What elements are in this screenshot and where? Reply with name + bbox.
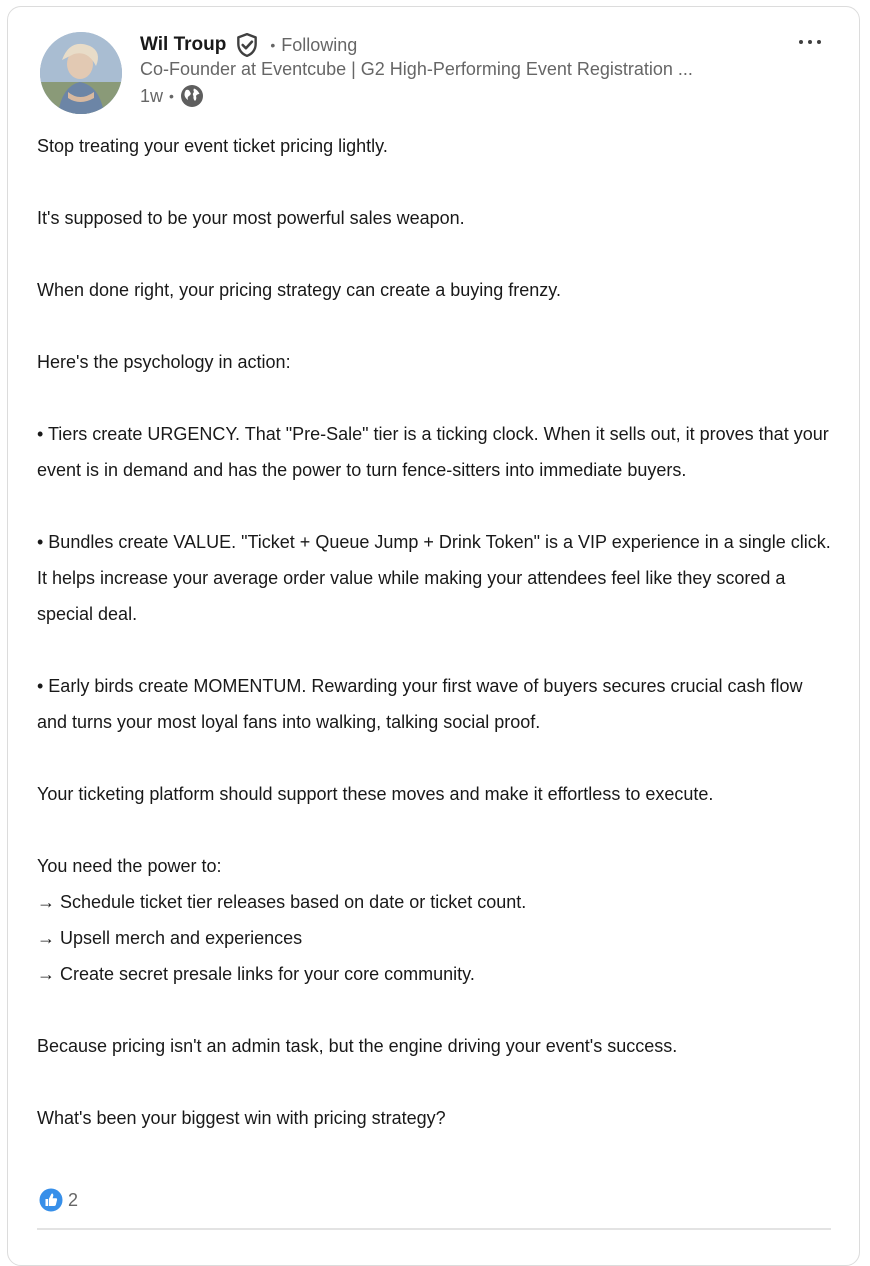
post-paragraph: Stop treating your event ticket pricing lightly. xyxy=(37,136,388,156)
post-paragraph: Here's the psychology in action: xyxy=(37,352,291,372)
post-list-item: → Schedule ticket tier releases based on date or ticket count. xyxy=(37,892,527,912)
post-paragraph: It's supposed to be your most powerful sales weapon. xyxy=(37,208,465,228)
more-dot xyxy=(808,40,812,44)
reactions-summary[interactable] xyxy=(38,1186,78,1214)
post-text xyxy=(37,128,837,1136)
author-name-row xyxy=(140,32,357,58)
author-headline: Co-Founder at Eventcube | G2 High-Performing Event Registration ... xyxy=(140,59,693,79)
separator-dot: • xyxy=(169,88,174,104)
separator-dot: • xyxy=(270,37,276,53)
post-list-item: → Upsell merch and experiences xyxy=(37,928,303,948)
post-meta xyxy=(140,84,204,108)
divider xyxy=(37,1228,831,1230)
more-options-icon[interactable] xyxy=(792,30,828,54)
post-paragraph: You need the power to: xyxy=(37,856,222,876)
verified-shield-icon xyxy=(234,32,260,58)
author-name[interactable]: Wil Troup xyxy=(140,34,227,55)
globe-icon xyxy=(180,84,204,108)
post-paragraph: • Bundles create VALUE. "Ticket + Queue Jump + Drink Token" is a VIP experience in a single click. It helps increase your average order value while making your attendees feel like they scored a special deal. xyxy=(37,532,831,624)
reaction-count: 2 xyxy=(68,1189,79,1210)
post-paragraph: Your ticketing platform should support these moves and make it effortless to execute. xyxy=(37,784,714,804)
post-paragraph: What's been your biggest win with pricing strategy? xyxy=(37,1108,446,1128)
post-timestamp[interactable]: 1w xyxy=(140,85,164,106)
more-dot xyxy=(817,40,821,44)
post-list-item: → Create secret presale links for your core community. xyxy=(37,964,475,984)
post-paragraph: Because pricing isn't an admin task, but the engine driving your event's success. xyxy=(37,1036,678,1056)
more-dot xyxy=(799,40,803,44)
post-paragraph: • Tiers create URGENCY. That "Pre-Sale" tier is a ticking clock. When it sells out, it proves that your event is in demand and has the power to turn fence-sitters into immediate buyers. xyxy=(37,424,829,480)
follow-status[interactable]: Following xyxy=(281,34,358,55)
like-icon xyxy=(38,1187,64,1213)
post-paragraph: When done right, your pricing strategy can create a buying frenzy. xyxy=(37,280,561,300)
author-avatar[interactable] xyxy=(40,32,122,114)
post-paragraph: • Early birds create MOMENTUM. Rewarding your first wave of buyers secures crucial cash flow and turns your most loyal fans into walking, talking social proof. xyxy=(37,676,803,732)
